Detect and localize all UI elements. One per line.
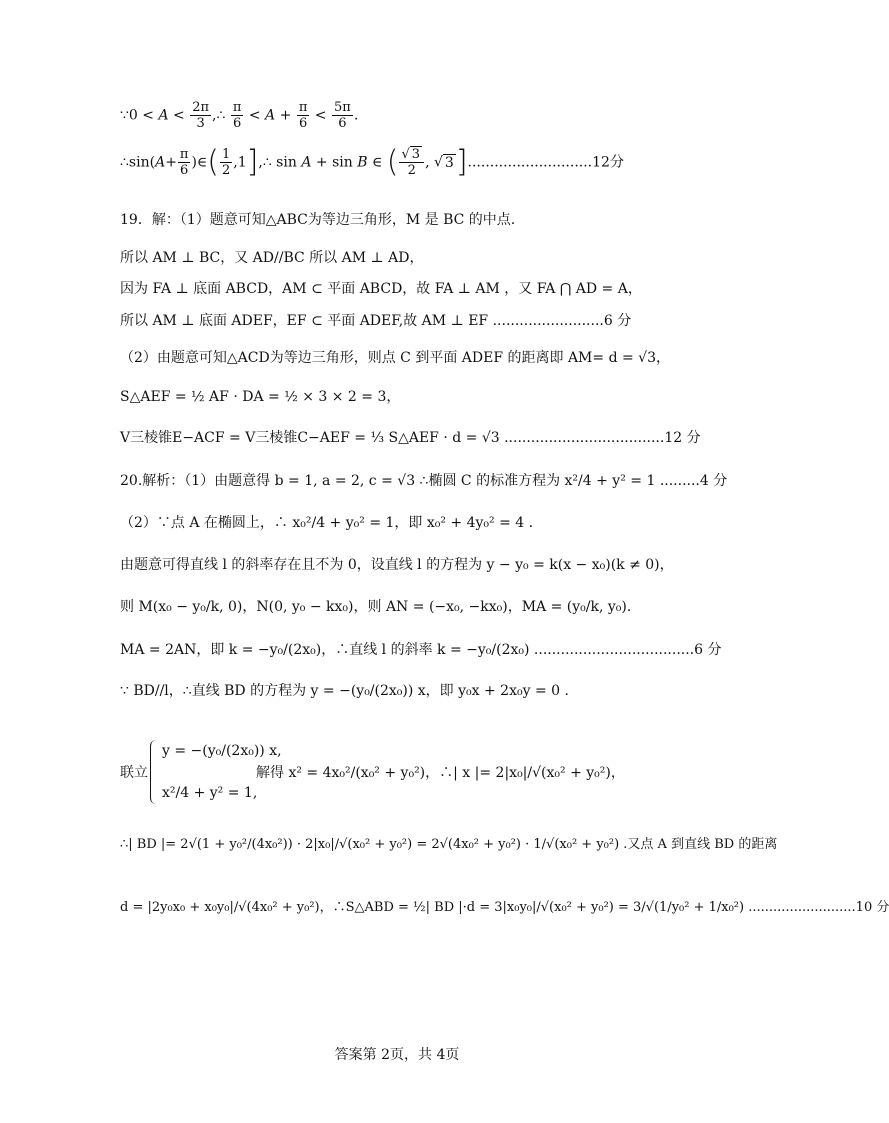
q20-line-b: 由题意可得直线 l 的斜率存在且不为 0，设直线 l 的方程为 y − y₀ = k(x − x₀)(k ≠ 0)， [120,557,674,573]
q19-line-f: V三棱锥E−ACF = V三棱锥C−AEF = ⅓ S△AEF · d = √3 ....................................12 分 [120,430,701,446]
q20-system-label: 联立 [120,765,148,781]
q19-line-c: 所以 AM ⊥ 底面 ADEF，EF ⊂ 平面 ADEF,故 AM ⊥ EF .........................6 分 [120,313,632,329]
q20-line-d: MA = 2AN，即 k = −y₀/(2x₀)，∴直线 l 的斜率 k = −y₀/(2x₀) ....................................6 分 [120,642,722,658]
q19-line-d: （2）由题意可知△ACD为等边三角形，则点 C 到平面 ADEF 的距离即 AM= d = √3， [120,350,670,366]
q19-heading: 19．解：（1）题意可知△ABC为等边三角形，M 是 BC 的中点. [120,212,516,228]
page-footer: 答案第 2页，共 4页 [334,1047,460,1063]
q20-line-g: ∴| BD |= 2√(1 + y₀²/(4x₀²)) · 2|x₀|/√(x₀² + y₀²) = 2√(4x₀² + y₀²) · 1/√(x₀² + y₀²) .又点 A 到直线 BD 的距离 [120,837,778,852]
line-sin-range: ∴sin(A+ $\frac{\pi}{6}$ )∈( $\frac{1}{2}$ ,1],∴ sin A + sin B ∈ ( $\frac{√ 3}{2}$ , √ 3]............................12分 [120,144,624,180]
q20-line-h: d = |2y₀x₀ + x₀y₀|/√(4x₀² + y₀²)，∴S△ABD = ½| BD |·d = 3|x₀y₀|/√(x₀² + y₀²) = 3/√(1/y₀² + 1/x₀²) ..........................10 分 [120,900,889,915]
q19-line-e: S△AEF = ½ AF · DA = ½ × 3 × 2 = 3， [120,389,401,405]
q19-line-b: 因为 FA ⊥ 底面 ABCD，AM ⊂ 平面 ABCD，故 FA ⊥ AM ，又 FA ⋂ AD = A， [120,281,642,297]
score-12-a: ............................12分 [467,154,624,171]
score-4: .........4 分 [659,473,728,489]
q20-line-e: ∵ BD//l，∴直线 BD 的方程为 y = −(y₀/(2x₀)) x，即 y₀x + 2x₀y = 0 . [120,683,569,699]
q20-heading: 20.解析：（1）由题意得 b = 1, a = 2, c = √3 ∴椭圆 C 的标准方程为 x²/4 + y² = 1 .........4 分 [120,473,728,489]
q19-line-a: 所以 AM ⊥ BC，又 AD//BC 所以 AM ⊥ AD， [120,250,424,266]
q20-system-eq2: x²/4 + y² = 1, [162,785,258,801]
score-6-a: .........................6 分 [492,313,632,329]
q20-system-result: 解得 x² = 4x₀²/(x₀² + y₀²)，∴| x |= 2|x₀|/√(x₀² + y₀²)， [256,765,625,781]
score-10: ..........................10 分 [748,900,889,915]
system-brace [150,740,161,804]
q20-line-c: 则 M(x₀ − y₀/k, 0)，N(0, y₀ − kx₀)，则 AN = (−x₀, −kx₀)，MA = (y₀/k, y₀). [120,599,632,615]
q20-line-a: （2）∵点 A 在椭圆上，∴ x₀²/4 + y₀² = 1，即 x₀² + 4y₀² = 4 . [120,515,534,531]
score-6-b: ....................................6 分 [533,642,722,658]
score-12-b: ....................................12 分 [504,430,701,446]
q20-system-eq1: y = −(y₀/(2x₀)) x, [162,743,282,759]
line-angle-range: ∵0 < A < $\frac{2\pi}{3}$ ,∴ $\frac{\pi}{6}$ < A + $\frac{\pi}{6}$ < $\frac{5\pi}{6}$ . [120,100,359,131]
